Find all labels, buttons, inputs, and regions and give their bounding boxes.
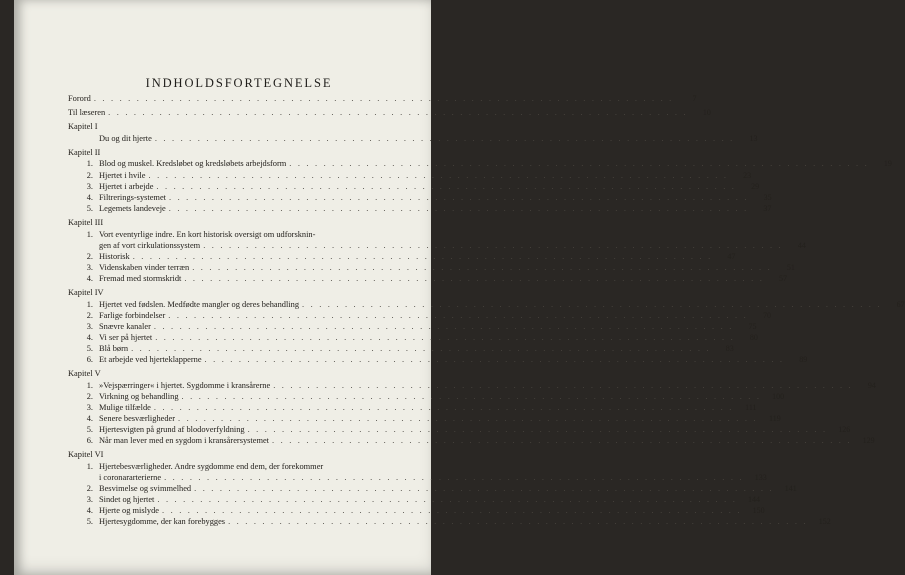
dot-leader: . . . . . . . . . . . . . . . . . . . . . . . . . . . . . . . . . . . . . . . . . . . . . . . . . . . . . . . . . . . . . . . . . . . . [178, 414, 758, 424]
entry-title: Legemets landeveje [99, 203, 166, 213]
entry-title: Besvimelse og svimmelhed [99, 484, 192, 494]
toc-entry [68, 170, 752, 181]
toc-entry [68, 133, 758, 144]
entry-title: Blod og muskel. Kredsløbet og kredsløbets arbejdsform [99, 159, 287, 169]
entry-number: 3. [86, 321, 93, 331]
toc-entry [68, 273, 787, 284]
toc-entry [68, 310, 771, 321]
toc-entry [68, 483, 797, 494]
toc-entry [68, 158, 892, 169]
entry-page: 126 [838, 425, 851, 435]
toc-entry [68, 332, 758, 343]
chapter-heading: Kapitel V [68, 369, 101, 379]
entry-title: Videnskaben vinder terræn [99, 262, 190, 272]
entry-title: Historisk [99, 251, 130, 261]
entry-number: 1. [86, 299, 93, 309]
entry-title: Vort eventyrlige indre. En kort historisk oversigt om udforsknin- [99, 229, 316, 239]
entry-title: Mulige tilfælde [99, 402, 151, 412]
dot-leader: . . . . . . . . . . . . . . . . . . . . . . . . . . . . . . . . . . . . . . . . . . . . . . . . . . . . . . . . . . . . . . . . . . . . [155, 332, 735, 342]
dot-leader: . . . . . . . . . . . . . . . . . . . . . . . . . . . . . . . . . . . . . . . . . . . . . . . . . . . . . . . . . . . . . . . . . . . . [272, 436, 852, 446]
entry-title: Vi ser på hjertet [99, 332, 153, 342]
entry-page: 7 [692, 94, 697, 103]
entry-title: Filtrerings-systemet [99, 192, 166, 202]
toc-entry [68, 299, 905, 310]
dot-leader: . . . . . . . . . . . . . . . . . . . . . . . . . . . . . . . . . . . . . . . . . . . . . . . . . . . . . . . . . . . . . . . . . . . . [247, 425, 828, 435]
entry-number: 4. [86, 273, 93, 283]
entry-number: 4. [86, 192, 93, 202]
entry-title: Hjertet i hvile [99, 170, 146, 180]
toc-entry [68, 435, 875, 446]
dot-leader: . . . . . . . . . . . . . . . . . . . . . . . . . . . . . . . . . . . . . . . . . . . . . . . . . . . . . . . . . . . . . . . . . . . . [132, 251, 713, 261]
entry-page: 13 [749, 133, 758, 143]
entry-title-continued: i coronararterierne [99, 473, 162, 482]
toc-entry [68, 461, 386, 472]
dot-leader: . . . . . . . . . . . . . . . . . . . . . . . . . . . . . . . . . . . . . . . . . . . . . . . . . . . . . . . . . . . . . . . . . . . . [289, 159, 869, 169]
dot-leader: . . . . . . . . . . . . . . . . . . . . . . . . . . . . . . . . . . . . . . . . . . . . . . . . . . . . . . . . . . . . . . . . . . . . [194, 484, 774, 494]
toc-entry [68, 343, 734, 354]
entry-page: 44 [797, 240, 806, 250]
entry-number: 4. [86, 332, 93, 342]
entry-page: 10 [702, 108, 711, 118]
entry-title: Snævre kanaler [99, 321, 151, 331]
dot-leader: . . . . . . . . . . . . . . . . . . . . . . . . . . . . . . . . . . . . . . . . . . . . . . . . . . . . . . . . . . . . . . . . . . . . [169, 192, 749, 202]
entry-title-continued: gen af vort cirkulationssystem [99, 240, 201, 250]
entry-number: 2. [86, 391, 93, 401]
toc-entry [68, 181, 760, 192]
entry-number: 3. [86, 262, 93, 272]
entry-title: Hjertesygdomme, der kan forebygges [99, 517, 226, 527]
entry-title: Et arbejde ved hjerteklapperne [99, 355, 202, 365]
toc-entry [68, 354, 808, 365]
entry-page: 70 [762, 310, 771, 320]
entry-number: 4. [86, 414, 93, 424]
entry-page: 51 [786, 262, 795, 272]
dot-leader: . . . . . . . . . . . . . . . . . . . . . . . . . . . . . . . . . . . . . . . . . . . . . . . . . . . . . . . . . . . . . . . . . . . . [164, 473, 744, 482]
entry-page: 119 [769, 414, 781, 424]
toc-entry [68, 192, 772, 203]
entry-title: Hjertesvigten på grund af blodoverfyldning [99, 425, 245, 435]
entry-number: 2. [86, 251, 93, 261]
dot-leader: . . . . . . . . . . . . . . . . . . . . . . . . . . . . . . . . . . . . . . . . . . . . . . . . . . . . . . . . . . . . . . . . . . . . [203, 240, 783, 250]
entry-page: 67 [896, 299, 905, 309]
entry-number: 5. [86, 203, 93, 213]
dot-leader: . . . . . . . . . . . . . . . . . . . . . . . . . . . . . . . . . . . . . . . . . . . . . . . . . . . . . . . . . . . . . . . . . . . . [168, 310, 748, 320]
entry-title: »Vejspærringer« i hjertet. Sygdomme i kransårerne [99, 380, 271, 390]
entry-page: 133 [754, 473, 767, 482]
entry-page: 89 [799, 355, 808, 365]
dot-leader: . . . . . . . . . . . . . . . . . . . . . . . . . . . . . . . . . . . . . . . . . . . . . . . . . . . . . . . . . . . . . . . . . . . . [148, 170, 729, 180]
toc-entry [68, 494, 761, 505]
dot-leader: . . . . . . . . . . . . . . . . . . . . . . . . . . . . . . . . . . . . . . . . . . . . . . . . . . . . . . . . . . . . . . . . . . . . [108, 108, 688, 118]
entry-page: 80 [749, 332, 758, 342]
page-title: INDHOLDSFORTEGNELSE [145, 76, 333, 90]
toc-entry [68, 413, 781, 424]
chapter-heading: Kapitel VI [68, 450, 104, 460]
entry-page: 144 [748, 495, 761, 505]
toc-entry [68, 93, 697, 104]
entry-title: Hjertet ved fødslen. Medfødte mangler og deres behandling [99, 299, 300, 309]
entry-title: Du og dit hjerte [99, 133, 152, 143]
entry-page: 19 [883, 159, 892, 169]
entry-title: Fremad med stormskridt [99, 273, 182, 283]
entry-number: 2. [86, 170, 93, 180]
chapter-heading: Kapitel IV [68, 288, 104, 297]
dot-leader: . . . . . . . . . . . . . . . . . . . . . . . . . . . . . . . . . . . . . . . . . . . . . . . . . . . . . . . . . . . . . . . . . . . . [228, 517, 808, 527]
entry-title: Hjerte og mislyde [99, 506, 160, 516]
entry-title: Hjertebesværligheder. Andre sygdomme end dem, der forekommer [99, 461, 324, 471]
dot-leader: . . . . . . . . . . . . . . . . . . . . . . . . . . . . . . . . . . . . . . . . . . . . . . . . . . . . . . . . . . . . . . . . . . . . [302, 299, 882, 309]
toc-entry [68, 424, 851, 435]
entry-page: 111 [745, 402, 757, 412]
entry-number: 1. [86, 461, 93, 471]
entry-number: 5. [86, 517, 93, 527]
toc-entry-continuation [68, 472, 767, 483]
dot-leader: . . . . . . . . . . . . . . . . . . . . . . . . . . . . . . . . . . . . . . . . . . . . . . . . . . . . . . . . . . . . . . . . . . . . [184, 273, 764, 283]
toc-entry [68, 391, 785, 402]
entry-title: Senere besværligheder [99, 414, 176, 424]
dot-leader: . . . . . . . . . . . . . . . . . . . . . . . . . . . . . . . . . . . . . . . . . . . . . . . . . . . . . . . . . . . . . . . . . . . . [153, 402, 734, 412]
entry-number: 2. [86, 484, 93, 494]
dot-leader: . . . . . . . . . . . . . . . . . . . . . . . . . . . . . . . . . . . . . . . . . . . . . . . . . . . . . . . . . . . . . . . . . . . . [192, 262, 772, 272]
chapter-heading: Kapitel III [68, 217, 104, 227]
entry-page: 35 [763, 192, 772, 202]
toc-entry [68, 380, 876, 391]
entry-page: 75 [748, 321, 757, 331]
dot-leader: . . . . . . . . . . . . . . . . . . . . . . . . . . . . . . . . . . . . . . . . . . . . . . . . . . . . . . . . . . . . . . . . . . . . [273, 380, 853, 390]
entry-number: 6. [86, 355, 93, 365]
dot-leader: . . . . . . . . . . . . . . . . . . . . . . . . . . . . . . . . . . . . . . . . . . . . . . . . . . . . . . . . . . . . . . . . . . . . [93, 94, 674, 103]
entry-title: Virkning og behandling [99, 391, 179, 401]
toc-entry [68, 229, 386, 240]
entry-page: 94 [867, 380, 876, 390]
entry-page: 47 [727, 251, 736, 261]
dot-leader: . . . . . . . . . . . . . . . . . . . . . . . . . . . . . . . . . . . . . . . . . . . . . . . . . . . . . . . . . . . . . . . . . . . . [131, 343, 711, 353]
dot-leader: . . . . . . . . . . . . . . . . . . . . . . . . . . . . . . . . . . . . . . . . . . . . . . . . . . . . . . . . . . . . . . . . . . . . [156, 181, 737, 191]
toc-entry [68, 107, 711, 118]
entry-number: 2. [86, 310, 93, 320]
entry-number: 1. [86, 159, 93, 169]
entry-title: Sindet og hjertet [99, 495, 155, 505]
entry-number: 3. [86, 181, 93, 191]
entry-title: Til læseren [68, 108, 106, 118]
toc-entry [68, 516, 831, 527]
dot-leader: . . . . . . . . . . . . . . . . . . . . . . . . . . . . . . . . . . . . . . . . . . . . . . . . . . . . . . . . . . . . . . . . . . . . [204, 355, 785, 365]
entry-page: 83 [725, 343, 734, 353]
toc-entry [68, 505, 765, 516]
toc-entry [68, 262, 795, 273]
entry-number: 4. [86, 506, 93, 516]
toc-entry [68, 251, 736, 262]
entry-number: 6. [86, 436, 93, 446]
entry-number: 1. [86, 229, 93, 239]
entry-title: Forord [68, 94, 91, 103]
entry-page: 152 [818, 517, 831, 527]
entry-title: Når man lever med en sygdom i kransårersystemet [99, 436, 270, 446]
dot-leader: . . . . . . . . . . . . . . . . . . . . . . . . . . . . . . . . . . . . . . . . . . . . . . . . . . . . . . . . . . . . . . . . . . . . [168, 203, 749, 213]
toc-entry-continuation [68, 240, 806, 251]
entry-number: 3. [86, 402, 93, 412]
entry-title: Blå børn [99, 343, 129, 353]
dot-leader: . . . . . . . . . . . . . . . . . . . . . . . . . . . . . . . . . . . . . . . . . . . . . . . . . . . . . . . . . . . . . . . . . . . . [153, 321, 734, 331]
entry-page: 141 [784, 484, 797, 494]
dot-leader: . . . . . . . . . . . . . . . . . . . . . . . . . . . . . . . . . . . . . . . . . . . . . . . . . . . . . . . . . . . . . . . . . . . . [162, 506, 742, 516]
entry-page: 29 [751, 181, 760, 191]
toc-entry [68, 321, 757, 332]
dot-leader: . . . . . . . . . . . . . . . . . . . . . . . . . . . . . . . . . . . . . . . . . . . . . . . . . . . . . . . . . . . . . . . . . . . . [181, 391, 762, 401]
book-page [14, 0, 905, 575]
toc-entry [68, 203, 772, 214]
entry-number: 3. [86, 495, 93, 505]
entry-title: Hjertet i arbejde [99, 181, 154, 191]
dot-leader: . . . . . . . . . . . . . . . . . . . . . . . . . . . . . . . . . . . . . . . . . . . . . . . . . . . . . . . . . . . . . . . . . . . . [154, 133, 735, 143]
entry-page: 57 [779, 273, 787, 283]
entry-number: 1. [86, 380, 93, 390]
entry-page: 150 [752, 506, 765, 516]
entry-page: 23 [743, 170, 752, 180]
toc-entry [68, 402, 757, 413]
table-of-contents [68, 93, 905, 527]
entry-page: 37 [763, 203, 772, 213]
entry-title: Farlige forbindelser [99, 310, 166, 320]
chapter-heading: Kapitel II [68, 147, 101, 157]
entry-number: 5. [86, 425, 93, 435]
chapter-heading: Kapitel I [68, 122, 98, 132]
entry-page: 100 [772, 391, 785, 401]
entry-number: 5. [86, 343, 93, 353]
dot-leader: . . . . . . . . . . . . . . . . . . . . . . . . . . . . . . . . . . . . . . . . . . . . . . . . . . . . . . . . . . . . . . . . . . . . [157, 495, 738, 505]
entry-page: 129 [862, 436, 875, 446]
